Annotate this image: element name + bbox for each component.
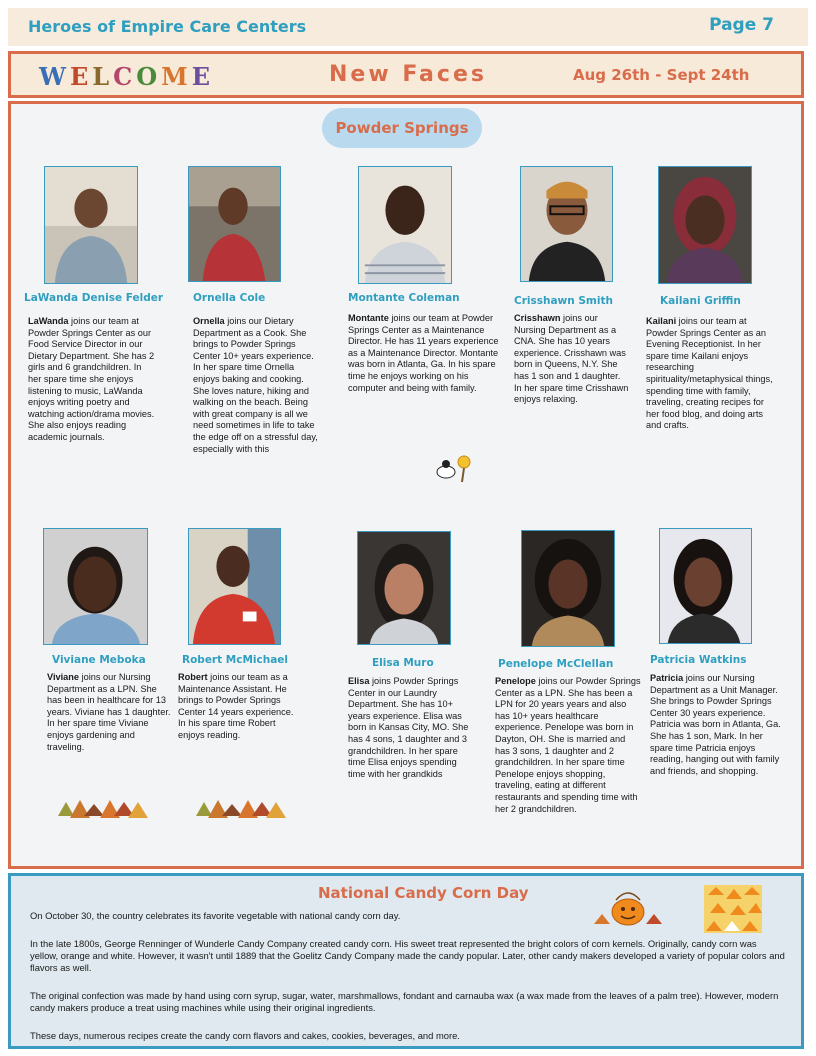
welcome-letter: E [191,62,215,91]
bio-text: joins Powder Springs Center in our Laundry Department. She has 10+ years experience. Elisa was born in Kansas City, MO. She has 4 sons, 1 daughter and 3 grandchildren. In her spare time Elisa enjoys spending time with her grandkids [348,676,469,779]
person-bio [646,316,778,432]
person-name: Crisshawn Smith [514,295,613,307]
photo-viviane [43,528,148,645]
welcome-text [39,62,214,91]
newsletter-title: Heroes of Empire Care Centers [28,17,307,36]
person-bio [28,316,156,444]
candy-corn-title: National Candy Corn Day [318,884,529,902]
person-name: Robert McMichael [182,654,289,666]
person-bio [514,313,630,406]
welcome-letter: O [136,62,162,91]
bio-text: joins our team at Powder Springs Center as an Evening Receptionist. In her spare time Kailani enjoys researching spirituality/metaphysical things, spending time with family, traveling, creating recipes for her food blog, and doing arts and crafts. [646,316,773,431]
person-name: Montante Coleman [348,292,460,304]
bio-text: joins our Nursing Department as a CNA. She has 10 years experience. Crisshawn was born in Queens, N.Y. She has 1 son and 1 daughter. In her spare time Crisshawn enjoys relaxing. [514,313,629,405]
bio-first-name: Elisa [348,676,370,686]
page-number: Page 7 [709,15,774,35]
candy-paragraph: These days, numerous recipes create the candy corn flavors and cakes, cookies, beverages, and more. [30,1030,460,1041]
bio-first-name: Robert [178,672,208,682]
bio-first-name: LaWanda [28,316,69,326]
photo-patricia [659,528,752,644]
photo-elisa [357,531,451,645]
date-range: Aug 26th - Sept 24th [573,66,750,84]
bio-text: joins our team at Powder Springs Center as a Maintenance Director. He has 11 years experience as a Maintenance Director. Montante was born in Atlanta, Ga. In his spare time he enjoys working on his computer and being with family. [348,313,499,393]
bio-text: joins our Nursing Department as a LPN. She has been in healthcare for 13 years. Viviane has 1 daughter. In her spare time Viviane enjoys gardening and traveling. [47,672,171,752]
bio-first-name: Crisshawn [514,313,561,323]
bio-first-name: Kailani [646,316,677,326]
person-name: Penelope McClellan [498,658,614,670]
welcome-letter: L [92,62,114,91]
photo-penelope [521,530,615,647]
candy-paragraph: In the late 1800s, George Renninger of Wunderle Candy Company created candy corn. His sweet treat represented the bright colors of corn kernels. Originally, candy corn was yellow, orange and white. However, it wasn't until 1889 that the Goelitz Candy Company made the candy popular. Later, other candy makers developed a variety of popular colors and flavors as well. [30,938,785,973]
photo-lawanda [44,166,138,284]
autumn-leaves-icon [192,796,288,824]
photo-montante [358,166,452,284]
candy-corn-image [704,885,762,933]
bio-text: joins our team at Powder Springs Center as our Food Service Director in our Dietary Department. She has 2 girls and 6 grandchildren. In her spare time she enjoys listening to music, LaWanda enjoys writing poetry and watching action/drama movies. She also enjoys reading academic journals. [28,316,155,442]
new-faces-heading: New Faces [329,62,487,87]
person-name: Ornella Cole [193,292,266,304]
person-bio [178,672,296,742]
photo-crisshawn [520,166,613,282]
person-name: LaWanda Denise Felder [24,292,164,304]
photo-ornella [188,166,281,282]
photo-robert [188,528,281,645]
bio-text: joins our Dietary Department as a Cook. She brings to Powder Springs Center 10+ years experience. In her spare time Ornella enjoys baking and cooking. She loves nature, hiking and walking on the beach. Being with great company is all we need sometimes in life to take the edge off on a stressful day, especially with this [193,316,318,454]
location-badge: Powder Springs [322,108,482,148]
person-name: Patricia Watkins [650,654,747,666]
person-bio [47,672,173,753]
welcome-letter: M [161,62,192,91]
bio-first-name: Viviane [47,672,80,682]
photo-kailani [658,166,752,284]
welcome-banner [8,51,804,98]
bio-first-name: Penelope [495,676,536,686]
bio-text: joins our Nursing Department as a Unit Manager. She brings to Powder Springs Center 30 years experience. Patricia was born in Atlanta, Ga. She has 1 son, Mark. In her spare time Patricia enjoys reading, hanging out with family and friends, and shopping. [650,673,781,776]
person-bio [495,676,641,815]
candy-paragraph: On October 30, the country celebrates its favorite vegetable with national candy corn day. [30,910,401,921]
candy-paragraph: The original confection was made by hand using corn syrup, sugar, water, marshmallows, fondant and carnauba wax (a wax made from the leaves of a palm tree). However, modern candy makers produce a treat using machines while using their original ingredients. [30,990,779,1013]
cartoon-decoration-icon [434,448,476,484]
person-bio [650,673,784,777]
bio-first-name: Montante [348,313,389,323]
bio-first-name: Ornella [193,316,225,326]
person-bio [348,676,476,780]
bio-text: joins our Powder Springs Center as a LPN. She has been a LPN for 20 years years and also has 10+ years healthcare experience. Penelope was born in Dayton, OH. She is married and has 3 sons, 1 daughter and 2 grandchildren. In her spare time Penelope enjoys shopping, traveling, eating at different restaurants and spending time with her 2 grandchildren. [495,676,641,814]
bio-text: joins our team as a Maintenance Assistant. He brings to Powder Springs Center 14 years experience. In his spare time Robert enjoys reading. [178,672,294,740]
person-name: Kailani Griffin [660,295,741,307]
bio-first-name: Patricia [650,673,684,683]
person-bio [348,313,500,394]
welcome-letter: W [39,62,70,91]
page-header [8,8,808,46]
person-name: Elisa Muro [372,657,434,669]
person-name: Viviane Meboka [52,654,146,666]
autumn-leaves-icon [54,796,150,824]
welcome-letter: E [69,62,93,91]
person-bio [193,316,319,455]
welcome-letter: C [113,62,137,91]
